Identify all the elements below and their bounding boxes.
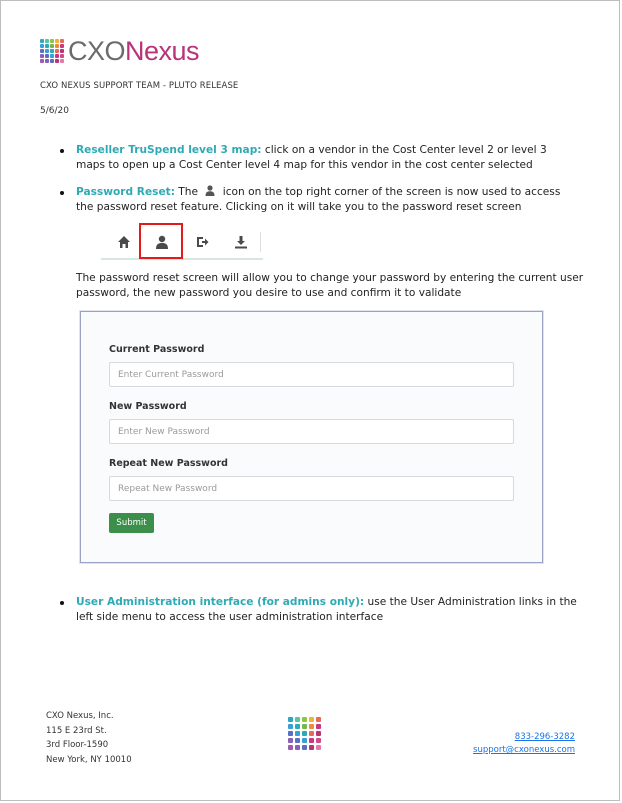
address-line: New York, NY 10010 [46, 754, 132, 765]
user-icon [205, 185, 215, 196]
bullet-text-before: The [174, 186, 202, 198]
company-address [46, 709, 132, 767]
list-item [59, 143, 579, 173]
repeat-password-label: Repeat New Password [109, 458, 228, 469]
document-date: 5/6/20 [40, 106, 69, 116]
cxo-nexus-logo [40, 37, 199, 65]
contact-info [473, 731, 575, 757]
logo-dot-grid-icon [40, 39, 64, 63]
logo-cxo-text: CXO [68, 36, 126, 66]
current-password-input[interactable] [109, 362, 514, 387]
address-line: 3rd Floor-1590 [46, 740, 109, 750]
download-icon[interactable] [234, 235, 248, 249]
logout-icon[interactable] [195, 235, 209, 249]
logo-wordmark [68, 37, 199, 65]
email-link[interactable]: support@cxonexus.com [473, 745, 575, 755]
toolbar-illustration [101, 226, 263, 260]
bullet-text: click on a vendor in the Cost Center level 2 or level 3 maps to open up a Cost Center level 4 map for this vendor in the cost center selected [76, 144, 547, 171]
address-line: CXO Nexus, Inc. [46, 711, 114, 721]
home-icon[interactable] [117, 235, 131, 249]
bullet-lead: User Administration interface (for admins only): [76, 596, 365, 608]
user-icon-highlight-box [139, 223, 183, 259]
new-password-input[interactable] [109, 419, 514, 444]
password-reset-description: The password reset screen will allow you to change your password by entering the current user password, the new password you desire to use and confirm it to validate [76, 272, 584, 299]
current-password-label: Current Password [109, 344, 205, 355]
new-password-label: New Password [109, 401, 187, 412]
footer-logo-dot-grid-icon [288, 717, 321, 750]
list-item [59, 185, 579, 215]
password-reset-form [80, 311, 543, 563]
toolbar-divider [260, 232, 261, 252]
repeat-password-input[interactable] [109, 476, 514, 501]
bullet-lead: Reseller TruSpend level 3 map: [76, 144, 262, 156]
bullet-text: use the User Administration links in the left side menu to access the user administration interface [76, 596, 577, 623]
bullet-text-after: icon on the top right corner of the screen is now used to access the password reset feature. Clicking on it will take you to the password reset screen [76, 186, 561, 213]
phone-link[interactable]: 833-296-3282 [514, 732, 575, 742]
bullet-lead: Password Reset: [76, 186, 175, 198]
feature-list-continued [59, 595, 579, 625]
address-line: 115 E 23rd St. [46, 725, 107, 736]
list-item [59, 595, 579, 625]
document-subtitle: CXO NEXUS SUPPORT TEAM - PLUTO RELEASE [40, 81, 239, 91]
feature-list [59, 143, 579, 215]
submit-button[interactable]: Submit [109, 513, 154, 533]
logo-nexus-text: Nexus [125, 36, 200, 66]
